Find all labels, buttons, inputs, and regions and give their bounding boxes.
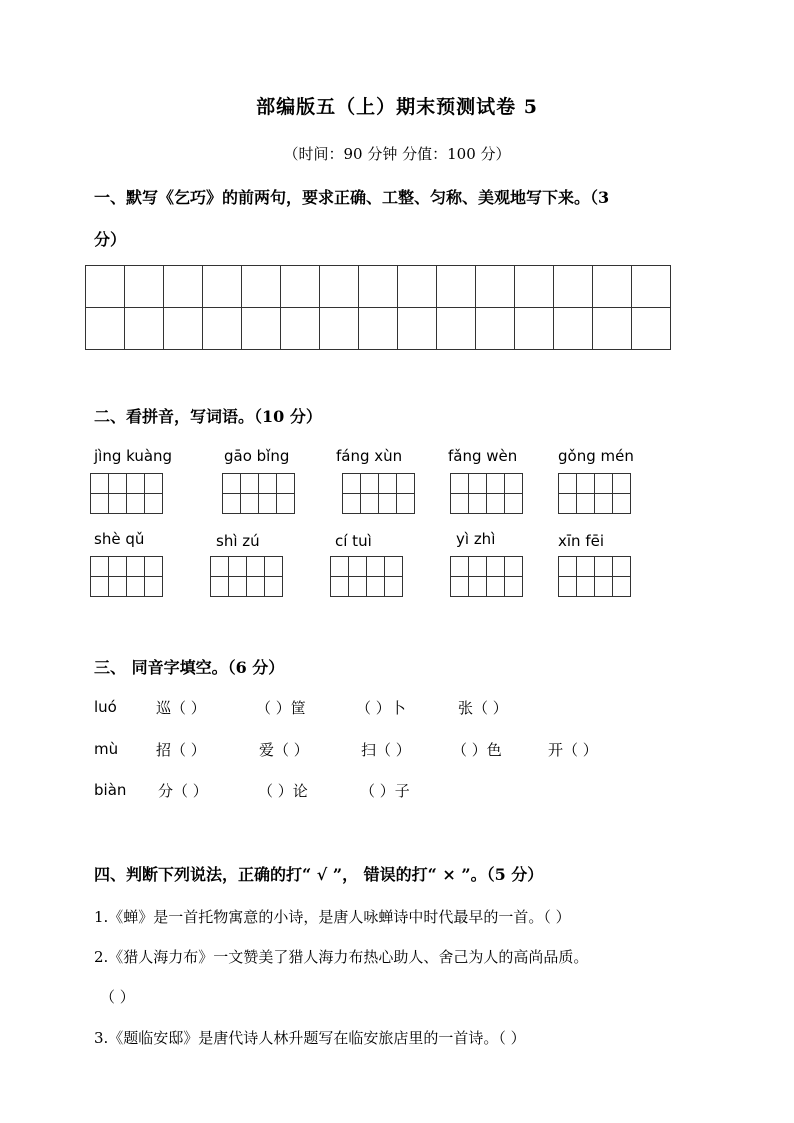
pinyin-label: cí tuì	[335, 532, 372, 550]
fill-blank[interactable]: 张（ ）	[458, 699, 508, 717]
char-box[interactable]	[558, 473, 631, 514]
grid-cell[interactable]	[515, 308, 554, 350]
answer-blank[interactable]: （ ）	[100, 988, 135, 1006]
grid-cell[interactable]	[632, 308, 671, 350]
pinyin-label: luó	[94, 698, 117, 716]
grid-cell[interactable]	[320, 266, 359, 308]
fill-blank[interactable]: 分（ ）	[158, 782, 208, 800]
grid-cell[interactable]	[86, 266, 125, 308]
fill-blank[interactable]: （ ）卜	[356, 699, 406, 717]
char-box[interactable]	[330, 556, 403, 597]
exam-info: （时间：90 分钟 分值：100 分）	[283, 145, 511, 163]
grid-cell[interactable]	[593, 266, 632, 308]
pinyin-label: fǎng wèn	[448, 447, 518, 465]
grid-cell[interactable]	[281, 266, 320, 308]
grid-cell[interactable]	[320, 308, 359, 350]
fill-blank[interactable]: （ ）论	[258, 782, 308, 800]
judgement-item[interactable]: 3.《题临安邸》是唐代诗人林升题写在临安旅店里的一首诗。（ ）	[94, 1029, 526, 1047]
grid-cell[interactable]	[437, 266, 476, 308]
grid-cell[interactable]	[242, 308, 281, 350]
judgement-item[interactable]: 1.《蝉》是一首托物寓意的小诗，是唐人咏蝉诗中时代最早的一首。（ ）	[94, 908, 571, 926]
pinyin-label: biàn	[94, 781, 127, 799]
fill-blank[interactable]: （ ）子	[360, 782, 410, 800]
section3-heading: 三、 同音字填空。（6 分）	[94, 658, 285, 677]
grid-cell[interactable]	[203, 266, 242, 308]
grid-cell[interactable]	[242, 266, 281, 308]
grid-cell[interactable]	[398, 308, 437, 350]
section4-heading: 四、判断下列说法，正确的打“ √ ”， 错误的打“ × ”。（5 分）	[94, 865, 544, 884]
pinyin-label: fáng xùn	[336, 447, 403, 465]
grid-cell[interactable]	[554, 308, 593, 350]
char-box[interactable]	[450, 556, 523, 597]
pinyin-label: gǒng mén	[558, 447, 634, 465]
fill-blank[interactable]: （ ）筐	[256, 699, 306, 717]
grid-cell[interactable]	[632, 266, 671, 308]
grid-cell[interactable]	[476, 308, 515, 350]
grid-cell[interactable]	[86, 308, 125, 350]
grid-cell[interactable]	[515, 266, 554, 308]
fill-blank[interactable]: 招（ ）	[156, 741, 206, 759]
char-box[interactable]	[210, 556, 283, 597]
section2-heading: 二、看拼音，写词语。（10 分）	[94, 407, 322, 426]
writing-grid[interactable]	[85, 265, 671, 350]
grid-cell[interactable]	[398, 266, 437, 308]
grid-cell[interactable]	[281, 308, 320, 350]
fill-blank[interactable]: 巡（ ）	[156, 699, 206, 717]
page-title: 部编版五（上）期末预测试卷 5	[256, 96, 538, 118]
char-box[interactable]	[90, 473, 163, 514]
pinyin-label: jìng kuàng	[94, 447, 173, 465]
fill-blank[interactable]: 扫（ ）	[361, 741, 411, 759]
grid-cell[interactable]	[125, 266, 164, 308]
grid-cell[interactable]	[554, 266, 593, 308]
char-box[interactable]	[558, 556, 631, 597]
pinyin-label: gāo bǐng	[224, 447, 290, 465]
char-box[interactable]	[342, 473, 415, 514]
section1-heading-line2: 分）	[94, 230, 127, 249]
fill-blank[interactable]: （ ）色	[452, 741, 502, 759]
judgement-item[interactable]: 2.《猎人海力布》一文赞美了猎人海力布热心助人、舍己为人的高尚品质。	[94, 948, 589, 966]
grid-cell[interactable]	[125, 308, 164, 350]
grid-cell[interactable]	[164, 308, 203, 350]
grid-cell[interactable]	[203, 308, 242, 350]
char-box[interactable]	[222, 473, 295, 514]
grid-cell[interactable]	[164, 266, 203, 308]
grid-cell[interactable]	[359, 308, 398, 350]
grid-cell[interactable]	[476, 266, 515, 308]
grid-cell[interactable]	[359, 266, 398, 308]
pinyin-label: shè qǔ	[94, 530, 145, 548]
grid-cell[interactable]	[593, 308, 632, 350]
char-box[interactable]	[450, 473, 523, 514]
pinyin-label: mù	[94, 740, 119, 758]
char-box[interactable]	[90, 556, 163, 597]
grid-cell[interactable]	[437, 308, 476, 350]
section1-heading-line1: 一、默写《乞巧》的前两句，要求正确、工整、匀称、美观地写下来。（3	[94, 188, 610, 207]
pinyin-label: yì zhì	[456, 530, 496, 548]
fill-blank[interactable]: 爱（ ）	[259, 741, 309, 759]
pinyin-label: shì zú	[216, 532, 260, 550]
pinyin-label: xīn fēi	[558, 532, 604, 550]
fill-blank[interactable]: 开（ ）	[548, 741, 598, 759]
